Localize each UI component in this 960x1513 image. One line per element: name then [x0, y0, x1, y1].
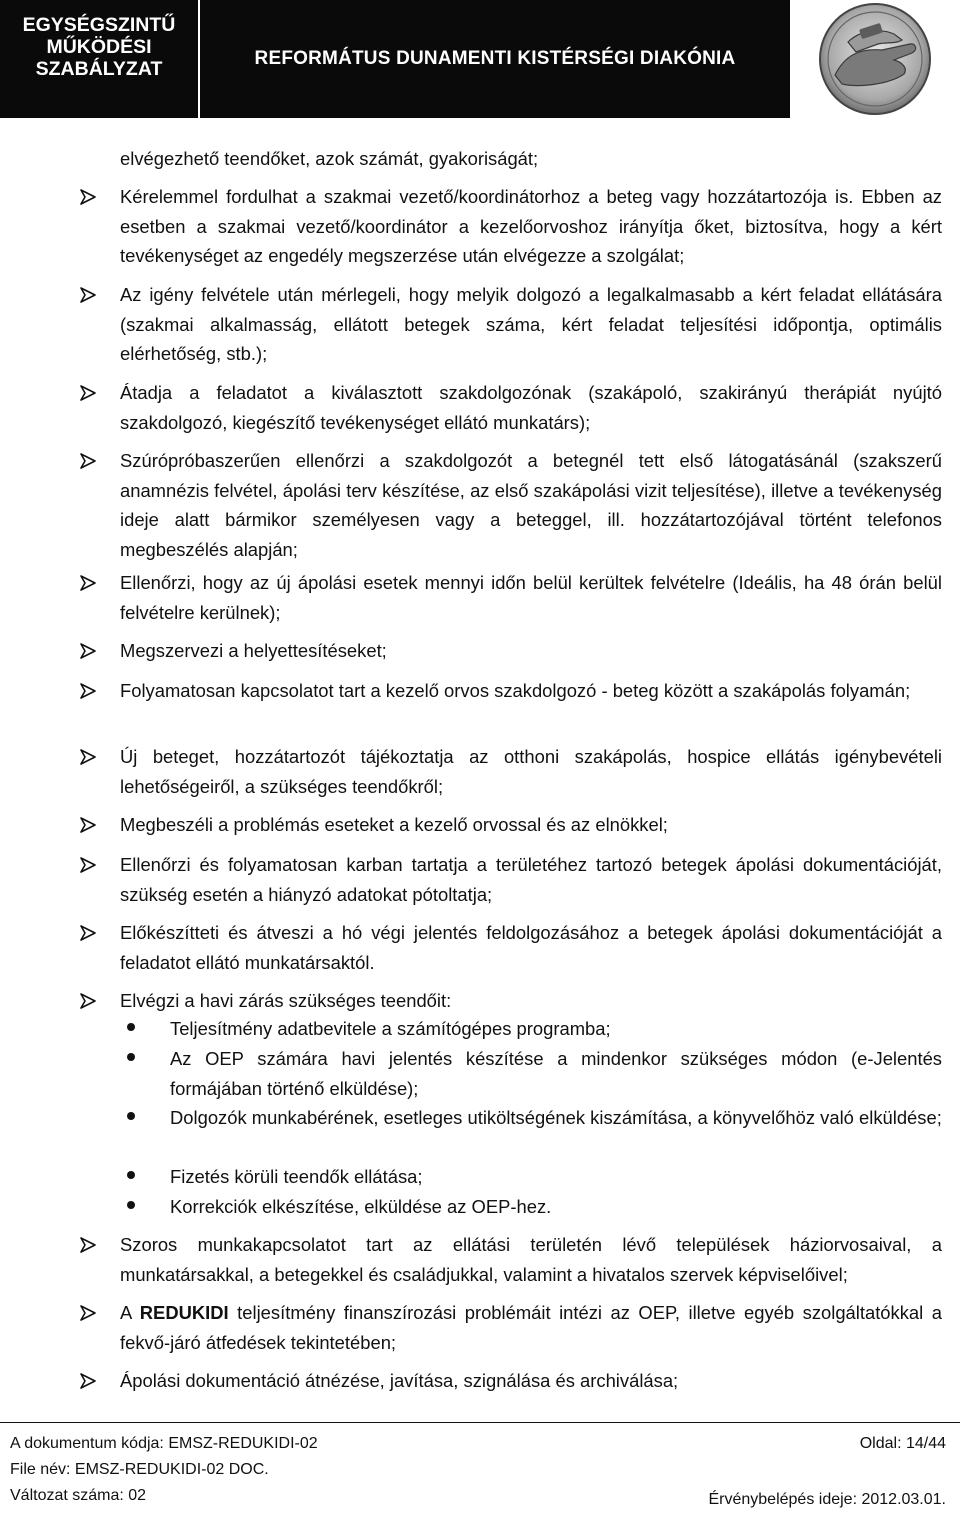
arrow-bullet-icon	[78, 681, 98, 701]
arrow-bullet-icon	[78, 855, 98, 875]
list-item: Ellenőrzi, hogy az új ápolási esetek mennyi időn belül kerültek felvételre (Ideális, ha 48 órán belül felvételre kerülnek);	[120, 572, 942, 623]
redukidi-prefix: A	[120, 1302, 132, 1323]
sub-list-item: Teljesítmény adatbevitele a számítógépes programba;	[170, 1018, 611, 1039]
arrow-bullet-icon	[78, 573, 98, 593]
hands-seal-icon	[790, 0, 960, 118]
arrow-bullet-icon	[78, 641, 98, 661]
arrow-bullet-icon	[78, 383, 98, 403]
arrow-bullet-icon	[78, 1303, 98, 1323]
round-bullet-icon	[127, 1112, 135, 1120]
list-item: Ellenőrzi és folyamatosan karban tartatja a területéhez tartozó betegek ápolási dokumentációját, szükség esetén a hiányzó adatokat pótoltatja;	[120, 854, 942, 905]
redukidi-rest: teljesítmény finanszírozási problémáit intézi az OEP, illetve egyéb szolgáltatókkal a fekvő-járó átfedések tekintetében;	[120, 1302, 942, 1353]
round-bullet-icon	[127, 1023, 135, 1031]
sub-list-item: Dolgozók munkabérének, esetleges utiköltségének kiszámítása, a könyvelőhöz való elküldése;	[170, 1107, 942, 1128]
document-header	[0, 0, 960, 118]
redukidi-name: REDUKIDI	[139, 1302, 229, 1323]
effective-date: Érvénybelépés ideje: 2012.03.01.	[708, 1491, 946, 1508]
list-item: Szoros munkakapcsolatot tart az ellátási területén lévő települések háziorvosaival, a munkatársakkal, a betegekkel és családjukkal, valamint a hivatalos szervek képviselőivel;	[120, 1234, 942, 1285]
list-item: Ápolási dokumentáció átnézése, javítása, szignálása és archiválása;	[120, 1370, 679, 1391]
list-item: Az igény felvétele után mérlegeli, hogy melyik dolgozó a legalkalmasabb a kért feladat ellátására (szakmai alkalmasság, ellátott betegek száma, kért feladat teljesítési időpontja, optimális elérhetőség, stb.);	[120, 284, 942, 364]
regulation-title-line3: SZABÁLYZAT	[35, 58, 163, 80]
list-item-redukidi	[120, 1298, 942, 1357]
doc-code: A dokumentum kódja: EMSZ-REDUKIDI-02	[10, 1435, 318, 1452]
arrow-bullet-icon	[78, 1371, 98, 1391]
sub-list-item: Fizetés körüli teendők ellátása;	[170, 1166, 423, 1187]
round-bullet-icon	[127, 1171, 135, 1179]
list-item: Átadja a feladatot a kiválasztott szakdolgozónak (szakápoló, szakirányú therápiát nyújtó szakdolgozó, kiegészítő tevékenységet ellátó munkatárs);	[120, 382, 942, 433]
file-name: File név: EMSZ-REDUKIDI-02 DOC.	[10, 1461, 269, 1478]
sub-list-item: Az OEP számára havi jelentés készítése a mindenkor szükséges módon (e-Jelentés formájában történő elküldése);	[170, 1048, 942, 1099]
organization-box	[198, 0, 790, 118]
arrow-bullet-icon	[78, 747, 98, 767]
arrow-bullet-icon	[78, 451, 98, 471]
list-item: Kérelemmel fordulhat a szakmai vezető/koordinátorhoz a beteg vagy hozzátartozója is. Ebben az esetben a szakmai vezető/koordinátor a kezelőorvoshoz irányítja őket, biztosítva, hogy a kért tevékenységet az engedély megszerzése után elvégezze a szolgálat;	[120, 186, 942, 266]
round-bullet-icon	[127, 1201, 135, 1209]
document-footer	[0, 1422, 960, 1513]
continuation-text: elvégezhető teendőket, azok számát, gyakoriságát;	[120, 148, 539, 169]
list-item: Megbeszéli a problémás eseteket a kezelő orvossal és az elnökkel;	[120, 814, 668, 835]
list-item: Előkészítteti és átveszi a hó végi jelentés feldolgozásához a betegek ápolási dokumentációját a feladatot ellátó munkatársaktól.	[120, 922, 942, 973]
regulation-title-box	[0, 0, 198, 118]
arrow-bullet-icon	[78, 285, 98, 305]
sub-list-item: Korrekciók elkészítése, elküldése az OEP-hez.	[170, 1196, 552, 1217]
list-item: Új beteget, hozzátartozót tájékoztatja az otthoni szakápolás, hospice ellátás igénybevételi lehetőségeiről, a szükséges teendőkről;	[120, 746, 942, 797]
list-item: Folyamatosan kapcsolatot tart a kezelő orvos szakdolgozó - beteg között a szakápolás folyamán;	[120, 680, 911, 701]
list-item: Elvégzi a havi zárás szükséges teendőit:	[120, 990, 452, 1011]
regulation-title-line2: MŰKÖDÉSI	[46, 36, 152, 58]
list-item: Megszervezi a helyettesítéseket;	[120, 640, 387, 661]
organization-name: REFORMÁTUS DUNAMENTI KISTÉRSÉGI DIAKÓNIA	[254, 48, 736, 69]
round-bullet-icon	[127, 1053, 135, 1061]
page-number: Oldal: 14/44	[859, 1435, 946, 1452]
version-number: Változat száma: 02	[10, 1487, 147, 1504]
arrow-bullet-icon	[78, 1235, 98, 1255]
arrow-bullet-icon	[78, 991, 98, 1011]
arrow-bullet-icon	[78, 187, 98, 207]
list-item: Szúrópróbaszerűen ellenőrzi a szakdolgozót a betegnél tett első látogatásánál (szakszerű anamnézis felvétel, ápolási terv készítése, az első szakápolási vizit teljesítése), illetve a tevékenység ideje alatt bármikor személyesen vagy a beteggel, ill. hozzátartozójával történt telefonos megbeszélés alapján;	[120, 450, 942, 560]
arrow-bullet-icon	[78, 815, 98, 835]
regulation-title-line1: EGYSÉGSZINTŰ	[22, 14, 176, 36]
arrow-bullet-icon	[78, 923, 98, 943]
